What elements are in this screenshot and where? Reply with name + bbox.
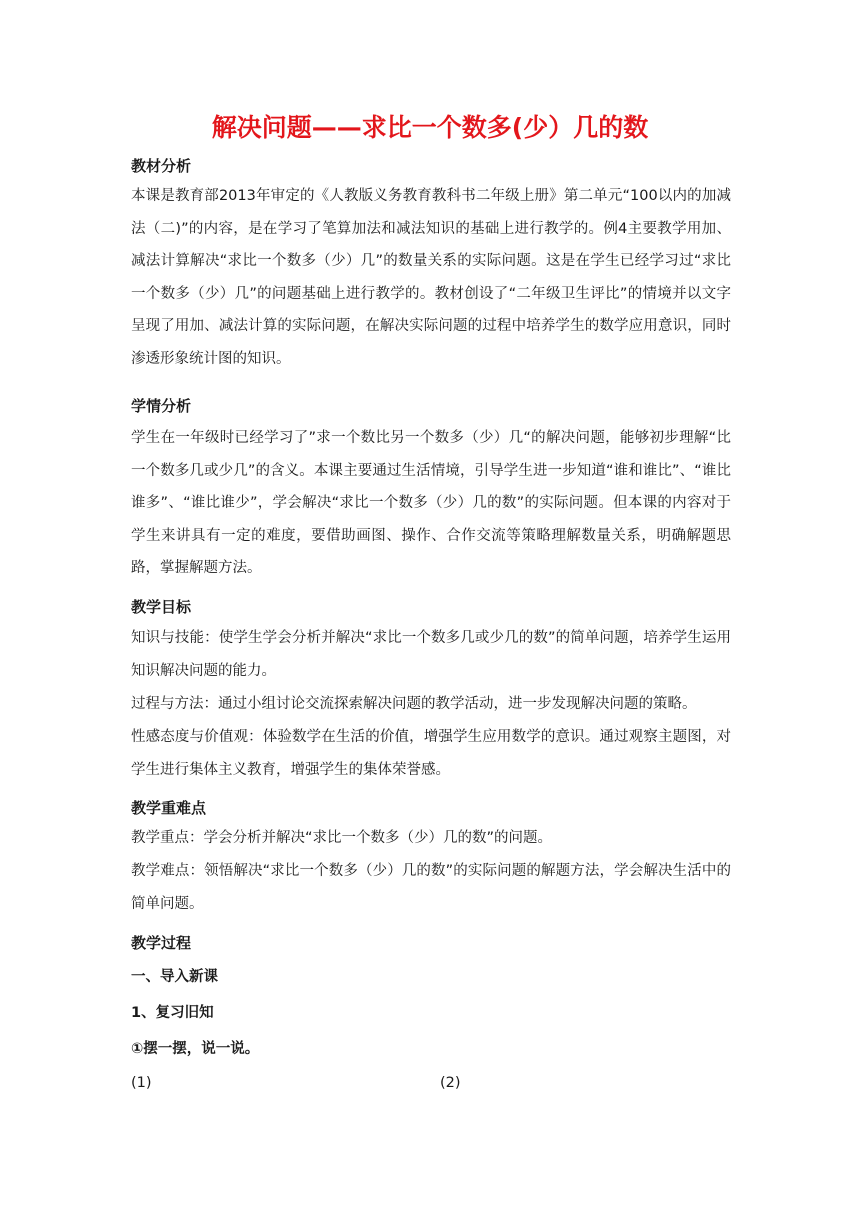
heading-student-analysis: 学情分析 bbox=[131, 397, 192, 415]
paragraph-teaching-focus: 教学重点：学会分析并解决“求比一个数多（少）几的数”的问题。 bbox=[131, 830, 553, 846]
step-arrange-and-say: ①摆一摆，说一说。 bbox=[131, 1041, 260, 1057]
heading-material-analysis: 教材分析 bbox=[131, 157, 192, 175]
document-title: 解决问题——求比一个数多(少）几的数 bbox=[211, 113, 649, 142]
paragraph-student-analysis: 学生在一年级时已经学习了”求一个数比另一个数多（少）几“的解决问题，能够初步理解“比一个数多几或少几”的含义。本课主要通过生活情境，引导学生进一步知道“谁和谁比”、“谁比谁多”、“谁比谁少”，学会解决“求比一个数多（少）几的数”的实际问题。但本课的内容对于学生来讲具有一定的难度，要借助画图、操作、合作交流等策略理解数量关系，明确解题思路，掌握解题方法。 bbox=[131, 430, 731, 576]
heading-teaching-goals: 教学目标 bbox=[131, 598, 192, 616]
step-review-old-knowledge: 1、复习旧知 bbox=[131, 1005, 214, 1021]
paragraph-goal-knowledge: 知识与技能：使学生学会分析并解决“求比一个数多几或少几的数”的简单问题，培养学生运用知识解决问题的能力。 bbox=[131, 630, 731, 679]
heading-key-points: 教学重难点 bbox=[131, 799, 207, 817]
step-intro-new-lesson: 一、导入新课 bbox=[131, 969, 218, 985]
item-label-1: (1) bbox=[131, 1075, 152, 1091]
heading-teaching-process: 教学过程 bbox=[131, 934, 192, 952]
paragraph-material-analysis: 本课是教育部2013年审定的《人教版义务教育教科书二年级上册》第二单元“100以内的加减法（二)”的内容，是在学习了笔算加法和减法知识的基础上进行教学的。例4主要教学用加、减法计算解决“求比一个数多（少）几”的数量关系的实际问题。这是在学生已经学习过“求比一个数多（少）几”的问题基础上进行教学的。教材创设了“二年级卫生评比”的情境并以文字呈现了用加、减法计算的实际问题，在解决实际问题的过程中培养学生的数学应用意识，同时渗透形象统计图的知识。 bbox=[131, 188, 731, 367]
paragraph-goal-attitude: 性感态度与价值观：体验数学在生活的价值，增强学生应用数学的意识。通过观察主题图，对学生进行集体主义教育，增强学生的集体荣誉感。 bbox=[131, 729, 731, 778]
paragraph-goal-process: 过程与方法：通过小组讨论交流探索解决问题的教学活动，进一步发现解决问题的策略。 bbox=[131, 696, 697, 712]
paragraph-teaching-difficulty: 教学难点：领悟解决“求比一个数多（少）几的数”的实际问题的解题方法，学会解决生活中的简单问题。 bbox=[131, 863, 731, 912]
item-label-2: (2) bbox=[440, 1075, 461, 1091]
